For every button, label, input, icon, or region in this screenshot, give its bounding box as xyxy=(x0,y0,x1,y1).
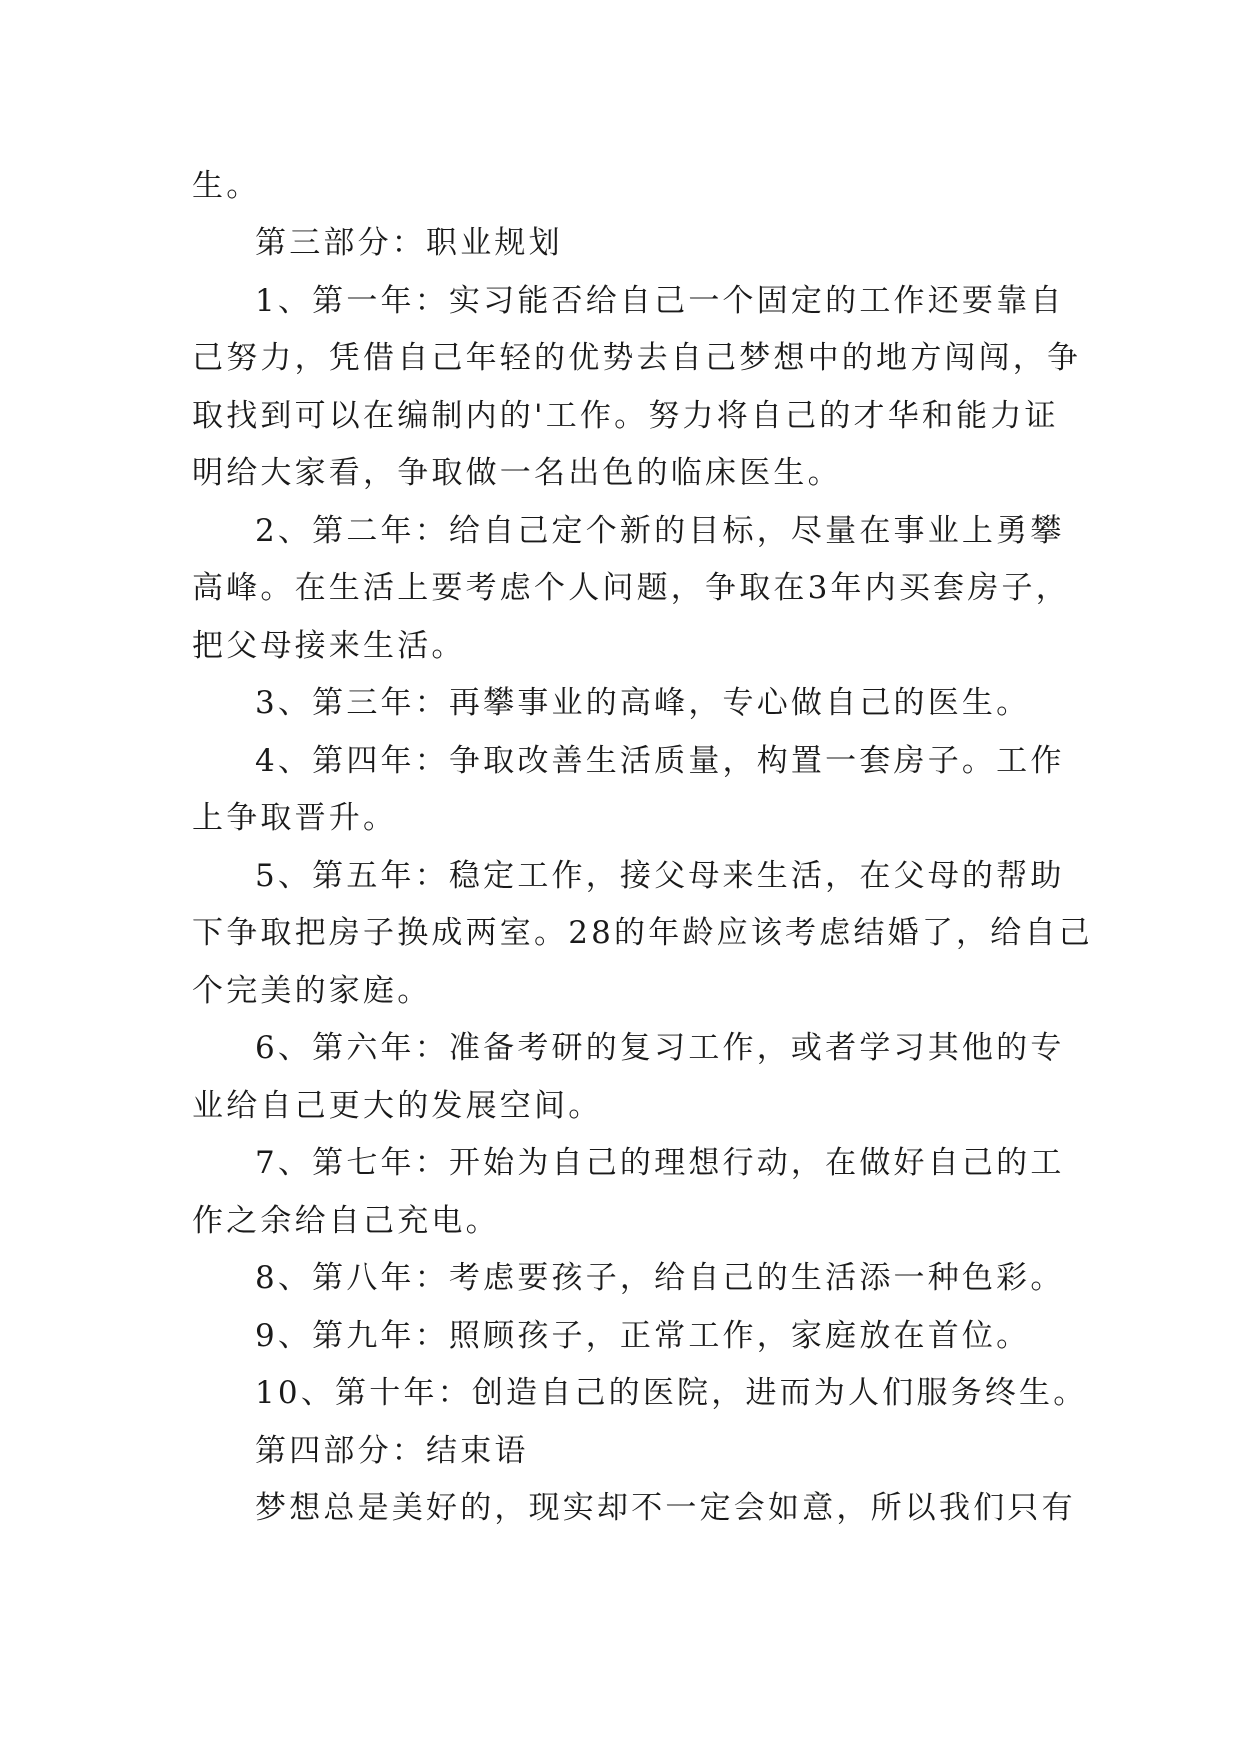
paragraph-line: 生。 xyxy=(192,168,261,204)
paragraph-line: 2、第二年：给自己定个新的目标，尽量在事业上勇攀 xyxy=(255,513,1065,549)
paragraph-line: 个完美的家庭。 xyxy=(192,973,432,1009)
paragraph-line: 7、第七年：开始为自己的理想行动，在做好自己的工 xyxy=(255,1145,1065,1181)
paragraph-line: 己努力，凭借自己年轻的优势去自己梦想中的地方闯闯，争 xyxy=(192,340,1082,376)
paragraph-line: 作之余给自己充电。 xyxy=(192,1203,500,1239)
paragraph-line: 明给大家看，争取做一名出色的临床医生。 xyxy=(192,455,842,491)
paragraph-line: 下争取把房子换成两室。28的年龄应该考虑结婚了，给自己 xyxy=(192,915,1093,951)
paragraph-line: 高峰。在生活上要考虑个人问题，争取在3年内买套房子， xyxy=(192,570,1070,606)
paragraph-line: 1、第一年：实习能否给自己一个固定的工作还要靠自 xyxy=(255,283,1065,319)
paragraph-line: 取找到可以在编制内的'工作。努力将自己的才华和能力证 xyxy=(192,398,1059,434)
paragraph-line: 把父母接来生活。 xyxy=(192,628,466,664)
paragraph-line: 5、第五年：稳定工作，接父母来生活，在父母的帮助 xyxy=(255,858,1065,894)
paragraph-line: 4、第四年：争取改善生活质量，构置一套房子。工作 xyxy=(255,743,1065,779)
paragraph-line: 梦想总是美好的，现实却不一定会如意，所以我们只有 xyxy=(255,1490,1076,1526)
paragraph-line: 上争取晋升。 xyxy=(192,800,398,836)
paragraph-line: 10、第十年：创造自己的医院，进而为人们服务终生。 xyxy=(255,1375,1088,1411)
paragraph-line: 业给自己更大的发展空间。 xyxy=(192,1088,603,1124)
section-heading: 第四部分：结束语 xyxy=(255,1433,529,1469)
paragraph-line: 6、第六年：准备考研的复习工作，或者学习其他的专 xyxy=(255,1030,1065,1066)
paragraph-line: 9、第九年：照顾孩子，正常工作，家庭放在首位。 xyxy=(255,1318,1031,1354)
paragraph-line: 3、第三年：再攀事业的高峰，专心做自己的医生。 xyxy=(255,685,1031,721)
section-heading: 第三部分：职业规划 xyxy=(255,225,563,261)
paragraph-line: 8、第八年：考虑要孩子，给自己的生活添一种色彩。 xyxy=(255,1260,1065,1296)
